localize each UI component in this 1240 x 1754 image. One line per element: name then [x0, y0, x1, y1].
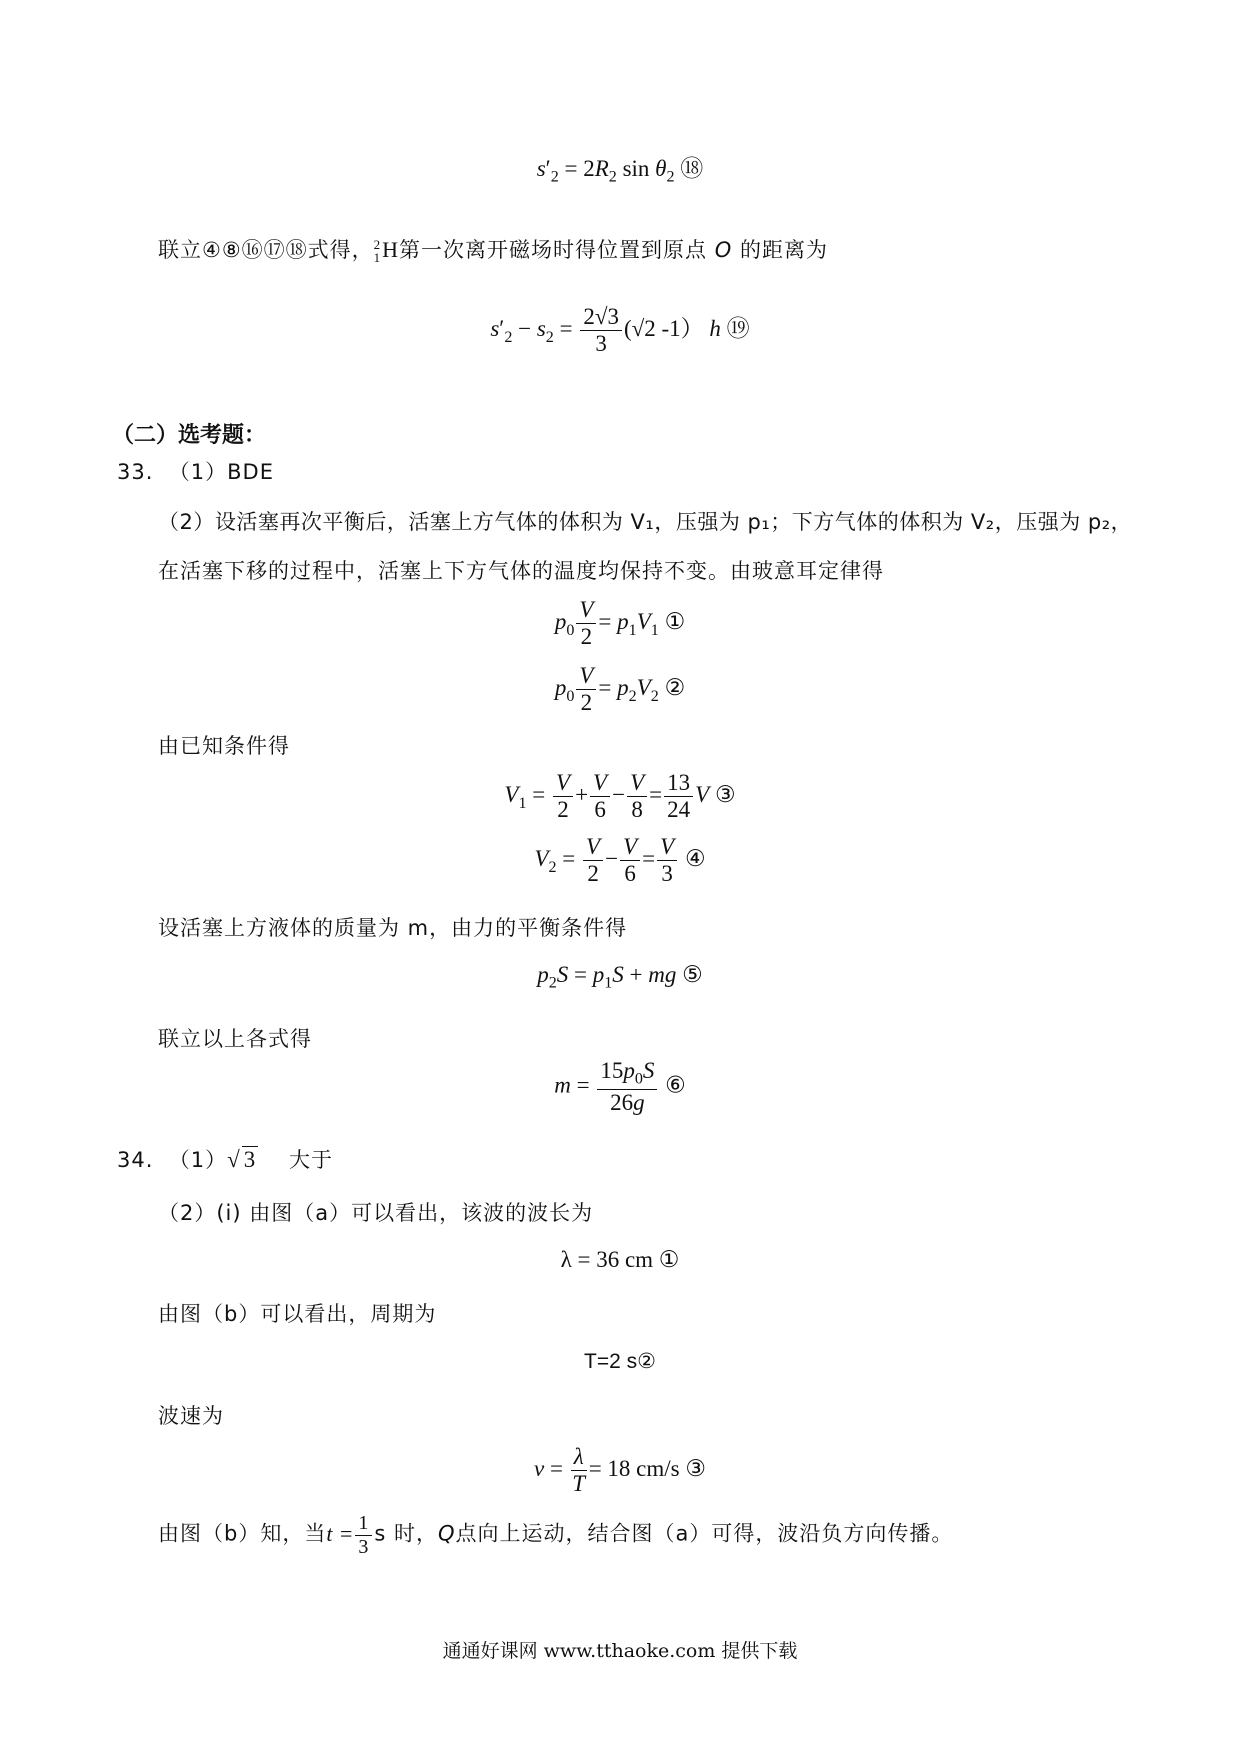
direction-statement: 由图（b）知，当t = $\frac{1}{3}$ s 时，Q点向上运动，结合图（a）可得，波沿负方向传播。 — [158, 1512, 954, 1558]
equation-number: ⑱ — [680, 156, 704, 181]
point-label: O — [714, 238, 733, 262]
equation-number: ⑲ — [726, 316, 750, 342]
nuclide-symbol: H — [382, 237, 400, 262]
equation-number: ① — [664, 609, 686, 635]
equation-mass: m = $\frac{15p_0S}{26g}$ ⑥ — [554, 1058, 686, 1116]
equation-v1: $V_1$ = $\frac{V}{2}$ + $\frac{V}{6}$ − $\frac{V}{8}$ = $\frac{13}{24}$ V ③ — [504, 770, 736, 823]
q34-part2-line: （2）(i) 由图（a）可以看出，该波的波长为 — [158, 1201, 594, 1225]
period-statement: 由图（b）可以看出，周期为 — [158, 1302, 437, 1326]
speed-statement: 波速为 — [158, 1404, 224, 1428]
text-segment: 点向上运动，结合图（a）可得，波沿负方向传播。 — [455, 1521, 954, 1546]
text-segment: 的距离为 — [739, 238, 828, 262]
q33-part2-line1: （2）设活塞再次平衡后，活塞上方气体的体积为 V₁，压强为 p₁；下方气体的体积为 V₂，压强为 p₂， — [158, 510, 1133, 534]
question-number: 33. — [117, 460, 154, 484]
equation-boyle-2: $p_0$ $\frac{V}{2}$ = $p_2V_2$ ② — [554, 663, 686, 716]
fraction — [580, 304, 622, 358]
equation-v2: $V_2$ = $\frac{V}{2}$ − $\frac{V}{6}$ = $\frac{V}{3}$ ④ — [534, 834, 706, 887]
equation-number: ⑥ — [665, 1072, 686, 1098]
factor: (√2 -1） — [623, 316, 704, 342]
answer-text: 大于 — [288, 1148, 333, 1172]
variable: h — [709, 316, 721, 342]
radicand: 3 — [243, 1147, 257, 1172]
equation-number: ③ — [714, 782, 736, 808]
answer-part-1: （1）BDE — [168, 460, 274, 484]
equation-wavelength: λ = 36 cm ① — [560, 1247, 680, 1272]
equation-number: ② — [664, 675, 686, 701]
question-33 — [117, 456, 274, 486]
numerator: 2√3 — [580, 304, 622, 331]
q33-part2-line2: 在活塞下移的过程中，活塞上下方气体的温度均保持不变。由玻意耳定律得 — [158, 559, 884, 583]
text-segment: s 时， — [374, 1521, 439, 1546]
equation-number: ⑤ — [682, 962, 703, 987]
equation-force-balance: $p_2S = p_1S$ + mg ⑤ — [537, 962, 703, 992]
part-label: （1） — [168, 1148, 228, 1172]
equation-19: $s'_2 - s_2$ = $\frac{2√3}{3}$ (√2 -1） h ⑲ — [490, 304, 750, 357]
equation-boyle-1: $p_0$ $\frac{V}{2}$ = $p_1V_1$ ① — [554, 597, 686, 650]
page-footer: 通通好课网 www.tthaoke.com 提供下载 — [442, 1640, 798, 1662]
mass-statement: 设活塞上方液体的质量为 m，由力的平衡条件得 — [158, 916, 628, 940]
text-segment: 联立④⑧⑯⑰⑱式得， — [158, 238, 374, 262]
speed-value: = 18 cm/s ③ — [588, 1456, 706, 1482]
charge-number: 1 — [373, 250, 382, 265]
equation-period: T=2 s② — [584, 1350, 656, 1373]
mass-number: 2 — [373, 237, 382, 252]
section-heading: （二）选考题： — [112, 423, 267, 448]
equation-18: $s'_2 = 2R_2$ $\sin \theta_2$ ⑱ — [536, 156, 704, 186]
sqrt-answer: √ 3 — [227, 1147, 257, 1172]
combine-statement — [158, 234, 828, 264]
denominator: 3 — [595, 331, 607, 357]
question-34 — [117, 1144, 333, 1174]
point-label: Q — [438, 1521, 456, 1546]
equation-wave-speed: v = $\frac{\lambda}{T}$ = 18 cm/s ③ — [534, 1444, 706, 1497]
text-segment: 第一次离开磁场时得位置到原点 — [399, 238, 708, 262]
equation-number: ④ — [684, 846, 706, 872]
question-number: 34. — [117, 1148, 154, 1172]
nuclide-indices — [374, 238, 382, 264]
combine-all: 联立以上各式得 — [158, 1027, 312, 1051]
text-segment: 由图（b）知，当 — [158, 1521, 327, 1546]
known-conditions: 由已知条件得 — [158, 734, 290, 758]
